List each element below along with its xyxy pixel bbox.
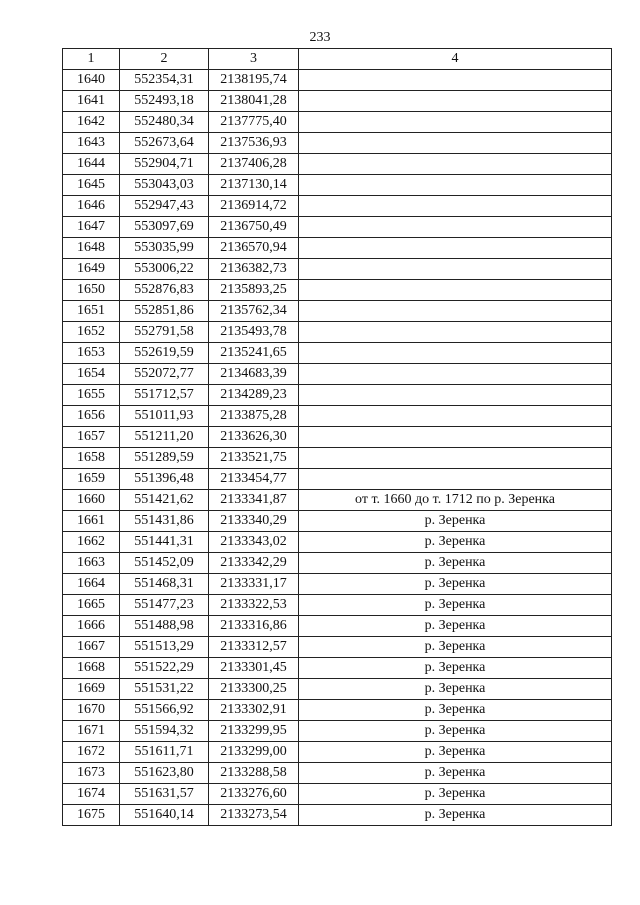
table-row [63,784,612,805]
x-coordinate-cell: 551531,22 [120,679,209,700]
x-coordinate-cell: 553097,69 [120,217,209,238]
x-coordinate-cell: 551421,62 [120,490,209,511]
page-number: 233 [309,30,331,45]
description-cell: р. Зеренка [299,679,612,700]
point-number-cell: 1670 [63,700,120,721]
table-row [63,301,612,322]
column-header-2: 2 [120,49,209,70]
point-number-cell: 1661 [63,511,120,532]
column-header-1: 1 [63,49,120,70]
point-number-cell: 1652 [63,322,120,343]
description-cell [299,364,612,385]
y-coordinate-cell: 2133300,25 [209,679,299,700]
point-number-cell: 1641 [63,91,120,112]
description-cell [299,448,612,469]
description-cell [299,301,612,322]
column-header-4: 4 [299,49,612,70]
description-cell [299,427,612,448]
y-coordinate-cell: 2135893,25 [209,280,299,301]
table-row [63,133,612,154]
y-coordinate-cell: 2133301,45 [209,658,299,679]
description-cell: р. Зеренка [299,637,612,658]
x-coordinate-cell: 551623,80 [120,763,209,784]
x-coordinate-cell: 551522,29 [120,658,209,679]
table-body [63,70,612,826]
table-row [63,700,612,721]
description-cell [299,406,612,427]
y-coordinate-cell: 2133316,86 [209,616,299,637]
x-coordinate-cell: 551513,29 [120,637,209,658]
point-number-cell: 1657 [63,427,120,448]
x-coordinate-cell: 551566,92 [120,700,209,721]
table-row [63,406,612,427]
description-cell [299,238,612,259]
table-row [63,70,612,91]
y-coordinate-cell: 2133342,29 [209,553,299,574]
table-row [63,658,612,679]
table-row [63,448,612,469]
table-row [63,343,612,364]
description-cell: р. Зеренка [299,721,612,742]
description-cell: р. Зеренка [299,595,612,616]
point-number-cell: 1654 [63,364,120,385]
description-cell: р. Зеренка [299,532,612,553]
point-number-cell: 1658 [63,448,120,469]
description-cell [299,70,612,91]
description-cell: р. Зеренка [299,742,612,763]
y-coordinate-cell: 2133343,02 [209,532,299,553]
x-coordinate-cell: 553035,99 [120,238,209,259]
description-cell: р. Зеренка [299,574,612,595]
table-row [63,280,612,301]
point-number-cell: 1651 [63,301,120,322]
y-coordinate-cell: 2133521,75 [209,448,299,469]
point-number-cell: 1671 [63,721,120,742]
x-coordinate-cell: 551396,48 [120,469,209,490]
table-row [63,469,612,490]
description-cell: р. Зеренка [299,616,612,637]
y-coordinate-cell: 2133299,95 [209,721,299,742]
y-coordinate-cell: 2135762,34 [209,301,299,322]
description-cell [299,280,612,301]
x-coordinate-cell: 553006,22 [120,259,209,280]
x-coordinate-cell: 551441,31 [120,532,209,553]
x-coordinate-cell: 552480,34 [120,112,209,133]
description-cell [299,175,612,196]
point-number-cell: 1667 [63,637,120,658]
x-coordinate-cell: 552947,43 [120,196,209,217]
point-number-cell: 1672 [63,742,120,763]
point-number-cell: 1675 [63,805,120,826]
table-row [63,511,612,532]
table-row [63,238,612,259]
table-row [63,595,612,616]
description-cell: р. Зеренка [299,511,612,532]
description-cell: р. Зеренка [299,805,612,826]
description-cell [299,133,612,154]
x-coordinate-cell: 551431,86 [120,511,209,532]
x-coordinate-cell: 552851,86 [120,301,209,322]
x-coordinate-cell: 551468,31 [120,574,209,595]
point-number-cell: 1655 [63,385,120,406]
x-coordinate-cell: 552673,64 [120,133,209,154]
x-coordinate-cell: 552619,59 [120,343,209,364]
y-coordinate-cell: 2133322,53 [209,595,299,616]
table-row [63,112,612,133]
y-coordinate-cell: 2133340,29 [209,511,299,532]
description-cell: р. Зеренка [299,700,612,721]
point-number-cell: 1673 [63,763,120,784]
column-header-3: 3 [209,49,299,70]
x-coordinate-cell: 551488,98 [120,616,209,637]
y-coordinate-cell: 2135241,65 [209,343,299,364]
description-cell [299,322,612,343]
description-cell: р. Зеренка [299,763,612,784]
point-number-cell: 1653 [63,343,120,364]
y-coordinate-cell: 2133312,57 [209,637,299,658]
y-coordinate-cell: 2133276,60 [209,784,299,805]
description-cell [299,154,612,175]
x-coordinate-cell: 552493,18 [120,91,209,112]
description-cell: р. Зеренка [299,658,612,679]
y-coordinate-cell: 2136382,73 [209,259,299,280]
y-coordinate-cell: 2133626,30 [209,427,299,448]
description-cell [299,112,612,133]
y-coordinate-cell: 2136570,94 [209,238,299,259]
x-coordinate-cell: 552072,77 [120,364,209,385]
table-row [63,763,612,784]
table-row [63,427,612,448]
point-number-cell: 1646 [63,196,120,217]
x-coordinate-cell: 551631,57 [120,784,209,805]
table-row [63,532,612,553]
table-row [63,175,612,196]
table-row [63,154,612,175]
point-number-cell: 1660 [63,490,120,511]
y-coordinate-cell: 2137536,93 [209,133,299,154]
table-row [63,364,612,385]
point-number-cell: 1645 [63,175,120,196]
description-cell [299,469,612,490]
x-coordinate-cell: 551289,59 [120,448,209,469]
point-number-cell: 1663 [63,553,120,574]
point-number-cell: 1674 [63,784,120,805]
table-row [63,196,612,217]
y-coordinate-cell: 2133331,17 [209,574,299,595]
y-coordinate-cell: 2133299,00 [209,742,299,763]
table-row [63,679,612,700]
table-row [63,91,612,112]
coordinates-table [62,48,612,826]
description-cell [299,91,612,112]
point-number-cell: 1650 [63,280,120,301]
description-cell [299,259,612,280]
y-coordinate-cell: 2137775,40 [209,112,299,133]
y-coordinate-cell: 2133341,87 [209,490,299,511]
table-row [63,385,612,406]
y-coordinate-cell: 2133454,77 [209,469,299,490]
x-coordinate-cell: 552904,71 [120,154,209,175]
point-number-cell: 1643 [63,133,120,154]
x-coordinate-cell: 551011,93 [120,406,209,427]
y-coordinate-cell: 2137130,14 [209,175,299,196]
y-coordinate-cell: 2133288,58 [209,763,299,784]
description-cell: р. Зеренка [299,784,612,805]
y-coordinate-cell: 2133302,91 [209,700,299,721]
point-number-cell: 1647 [63,217,120,238]
x-coordinate-cell: 551477,23 [120,595,209,616]
description-cell [299,385,612,406]
description-cell [299,196,612,217]
point-number-cell: 1640 [63,70,120,91]
description-cell: р. Зеренка [299,553,612,574]
y-coordinate-cell: 2136750,49 [209,217,299,238]
y-coordinate-cell: 2133875,28 [209,406,299,427]
x-coordinate-cell: 551594,32 [120,721,209,742]
description-cell [299,343,612,364]
point-number-cell: 1642 [63,112,120,133]
table-row [63,574,612,595]
point-number-cell: 1668 [63,658,120,679]
y-coordinate-cell: 2137406,28 [209,154,299,175]
point-number-cell: 1665 [63,595,120,616]
table-row [63,553,612,574]
table-header-row [63,49,612,70]
x-coordinate-cell: 551452,09 [120,553,209,574]
table-row [63,616,612,637]
point-number-cell: 1648 [63,238,120,259]
table-row [63,490,612,511]
point-number-cell: 1644 [63,154,120,175]
y-coordinate-cell: 2133273,54 [209,805,299,826]
point-number-cell: 1666 [63,616,120,637]
x-coordinate-cell: 553043,03 [120,175,209,196]
point-number-cell: 1662 [63,532,120,553]
x-coordinate-cell: 552791,58 [120,322,209,343]
description-cell [299,217,612,238]
y-coordinate-cell: 2134289,23 [209,385,299,406]
table-row [63,322,612,343]
point-number-cell: 1669 [63,679,120,700]
table-row [63,259,612,280]
point-number-cell: 1649 [63,259,120,280]
point-number-cell: 1659 [63,469,120,490]
table-row [63,217,612,238]
table-row [63,637,612,658]
y-coordinate-cell: 2134683,39 [209,364,299,385]
x-coordinate-cell: 552354,31 [120,70,209,91]
table-row [63,742,612,763]
x-coordinate-cell: 551640,14 [120,805,209,826]
x-coordinate-cell: 551712,57 [120,385,209,406]
description-cell: от т. 1660 до т. 1712 по р. Зеренка [299,490,612,511]
point-number-cell: 1664 [63,574,120,595]
table-row [63,805,612,826]
y-coordinate-cell: 2138041,28 [209,91,299,112]
x-coordinate-cell: 551211,20 [120,427,209,448]
table-row [63,721,612,742]
y-coordinate-cell: 2135493,78 [209,322,299,343]
x-coordinate-cell: 551611,71 [120,742,209,763]
y-coordinate-cell: 2136914,72 [209,196,299,217]
x-coordinate-cell: 552876,83 [120,280,209,301]
y-coordinate-cell: 2138195,74 [209,70,299,91]
point-number-cell: 1656 [63,406,120,427]
